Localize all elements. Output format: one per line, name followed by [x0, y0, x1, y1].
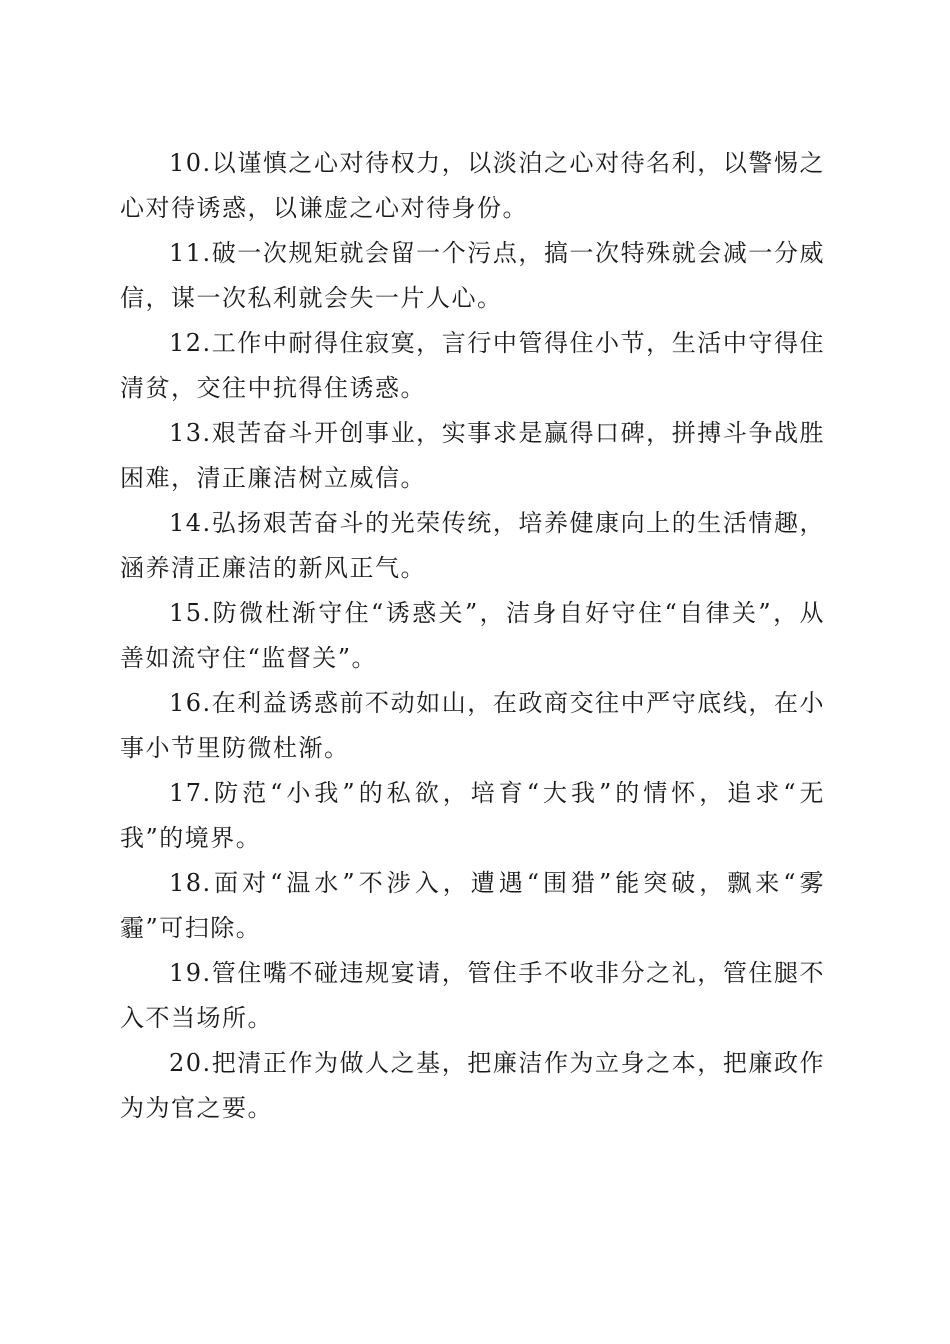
list-item [120, 321, 825, 411]
item-text: 把清正作为做人之基，把廉洁作为立身之本，把廉政作为为官之要。 [120, 1049, 825, 1122]
item-number: 10. [169, 149, 212, 177]
item-number: 19. [169, 959, 212, 987]
item-text: 以谨慎之心对待权力，以淡泊之心对待名利，以警惕之心对待诱惑，以谦虚之心对待身份。 [120, 149, 825, 222]
item-number: 15. [169, 599, 212, 627]
item-text: 弘扬艰苦奋斗的光荣传统，培养健康向上的生活情趣，涵养清正廉洁的新风正气。 [120, 509, 825, 582]
list-item [120, 591, 825, 681]
item-number: 17. [169, 779, 212, 807]
item-number: 20. [169, 1049, 212, 1077]
item-number: 12. [169, 329, 212, 357]
item-text: 破一次规矩就会留一个污点，搞一次特殊就会减一分威信，谋一次私利就会失一片人心。 [120, 239, 825, 312]
item-number: 11. [169, 239, 212, 267]
list-item [120, 1041, 825, 1131]
list-item [120, 411, 825, 501]
list-item [120, 771, 825, 861]
item-text: 工作中耐得住寂寞，言行中管得住小节，生活中守得住清贫，交往中抗得住诱惑。 [120, 329, 825, 402]
list-item [120, 951, 825, 1041]
item-number: 14. [169, 509, 212, 537]
document-body [120, 141, 825, 1131]
list-item [120, 231, 825, 321]
item-text: 面对“温水”不涉入，遭遇“围猎”能突破，飘来“雾霾”可扫除。 [120, 869, 825, 942]
list-item [120, 141, 825, 231]
list-item [120, 861, 825, 951]
item-text: 在利益诱惑前不动如山，在政商交往中严守底线，在小事小节里防微杜渐。 [120, 689, 825, 762]
item-text: 防范“小我”的私欲，培育“大我”的情怀，追求“无我”的境界。 [120, 779, 825, 852]
item-number: 16. [169, 689, 212, 717]
list-item [120, 501, 825, 591]
item-text: 管住嘴不碰违规宴请，管住手不收非分之礼，管住腿不入不当场所。 [120, 959, 825, 1032]
list-item [120, 681, 825, 771]
item-number: 18. [169, 869, 212, 897]
item-text: 艰苦奋斗开创事业，实事求是赢得口碑，拼搏斗争战胜困难，清正廉洁树立威信。 [120, 419, 825, 492]
item-text: 防微杜渐守住“诱惑关”，洁身自好守住“自律关”，从善如流守住“监督关”。 [120, 599, 825, 672]
item-number: 13. [169, 419, 212, 447]
